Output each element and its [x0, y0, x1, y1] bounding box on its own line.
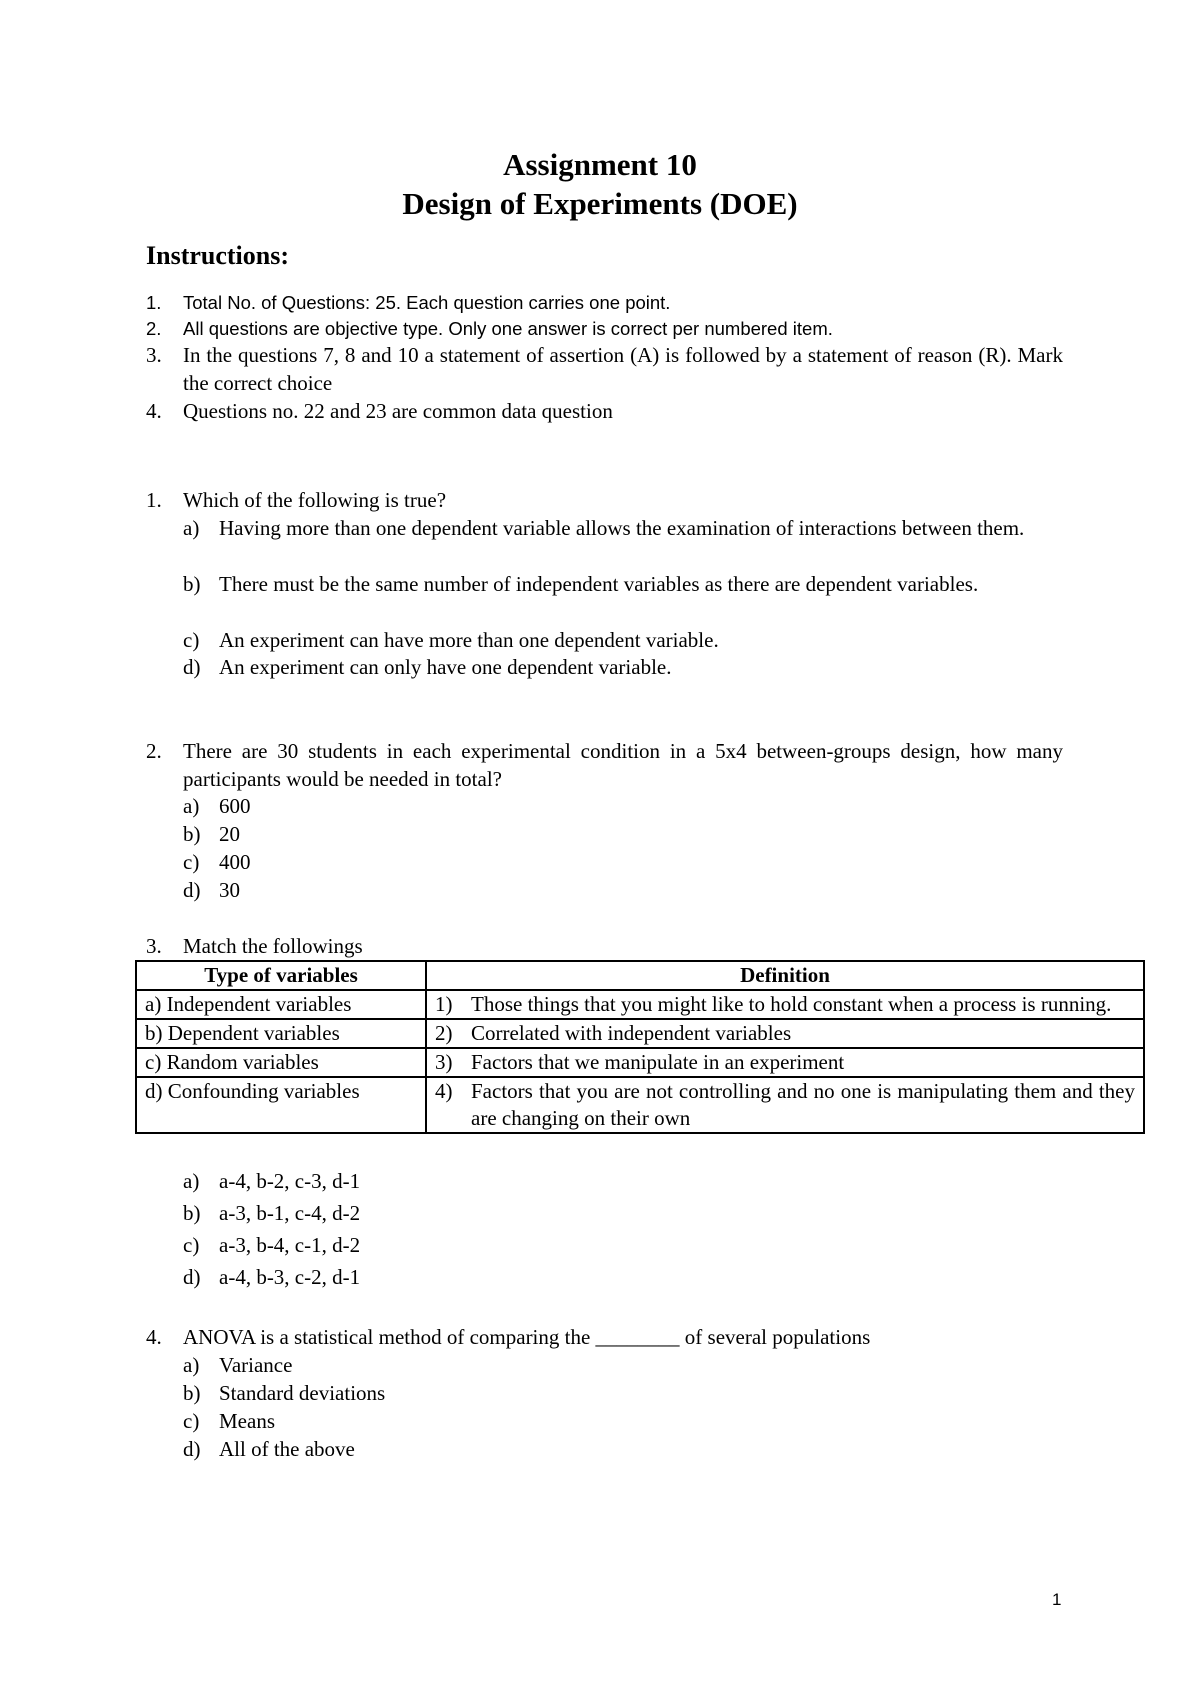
option-label: a)	[183, 1169, 200, 1193]
table-row	[136, 1077, 1144, 1133]
option-text: Means	[219, 1409, 275, 1433]
table-cell-type: d) Confounding variables	[136, 1077, 426, 1133]
instruction-text: In the questions 7, 8 and 10 a statement of assertion (A) is followed by a statement of reason (R). Mark the correct choice	[183, 343, 1063, 395]
option-label: d)	[183, 655, 201, 679]
option-text: a-4, b-2, c-3, d-1	[219, 1169, 361, 1193]
instruction-text: Total No. of Questions: 25. Each question carries one point.	[183, 292, 671, 313]
document-title: Assignment 10	[503, 147, 697, 182]
definition-number: 4)	[435, 1079, 453, 1103]
option-label: c)	[183, 628, 200, 652]
option-text: 400	[219, 850, 251, 874]
page-number: 1	[1052, 1590, 1062, 1609]
question-number: 2.	[146, 739, 162, 763]
option-text: Having more than one dependent variable allows the examination of interactions between them.	[219, 516, 1025, 540]
option-label: a)	[183, 1353, 200, 1377]
instruction-number: 2.	[146, 318, 162, 339]
option-text: 600	[219, 794, 251, 818]
option-label: c)	[183, 1233, 200, 1257]
table-row	[136, 1048, 1144, 1077]
definition-text: Factors that we manipulate in an experiment	[471, 1050, 845, 1074]
table-cell-definition	[426, 1019, 1144, 1048]
definition-text: Those things that you might like to hold constant when a process is running.	[471, 992, 1112, 1016]
option-text: There must be the same number of independent variables as there are dependent variables.	[219, 572, 979, 596]
instruction-text: Questions no. 22 and 23 are common data question	[183, 399, 613, 423]
question-text: There are 30 students in each experimental condition in a 5x4 between-groups design, how many participants would be needed in total?	[183, 739, 1063, 791]
option-label: a)	[183, 794, 200, 818]
option-text: An experiment can only have one dependent variable.	[219, 655, 672, 679]
instruction-number: 1.	[146, 292, 162, 313]
option-text: All of the above	[219, 1437, 355, 1461]
option-text: a-3, b-1, c-4, d-2	[219, 1201, 361, 1225]
question-text: ANOVA is a statistical method of comparing the ________ of several populations	[183, 1325, 871, 1349]
option-label: d)	[183, 1265, 201, 1289]
table-cell-definition	[426, 1048, 1144, 1077]
definition-number: 3)	[435, 1050, 453, 1074]
option-label: b)	[183, 572, 201, 596]
option-text: Standard deviations	[219, 1381, 386, 1405]
table-header-definition: Definition	[426, 961, 1144, 990]
instructions-heading: Instructions:	[146, 241, 290, 270]
question-text: Which of the following is true?	[183, 488, 447, 512]
table-cell-definition	[426, 1077, 1144, 1133]
option-text: An experiment can have more than one dependent variable.	[219, 628, 719, 652]
definition-text: Factors that you are not controlling and no one is manipulating them and they are changing on their own	[471, 1079, 1135, 1130]
instruction-text: All questions are objective type. Only one answer is correct per numbered item.	[183, 318, 833, 339]
question-number: 1.	[146, 488, 162, 512]
table-cell-type: c) Random variables	[136, 1048, 426, 1077]
option-label: c)	[183, 850, 200, 874]
option-label: c)	[183, 1409, 200, 1433]
table-row	[136, 990, 1144, 1019]
definition-number: 1)	[435, 992, 453, 1016]
table-cell-definition	[426, 990, 1144, 1019]
matching-table	[135, 960, 1145, 1134]
option-label: d)	[183, 1437, 201, 1461]
definition-number: 2)	[435, 1021, 453, 1045]
definition-text: Correlated with independent variables	[471, 1021, 792, 1045]
document-subtitle: Design of Experiments (DOE)	[402, 186, 798, 221]
option-label: b)	[183, 1201, 201, 1225]
table-cell-type: a) Independent variables	[136, 990, 426, 1019]
option-text: 20	[219, 822, 240, 846]
question-number: 4.	[146, 1325, 162, 1349]
table-row	[136, 1019, 1144, 1048]
question-text: Match the followings	[183, 934, 363, 958]
option-text: a-3, b-4, c-1, d-2	[219, 1233, 361, 1257]
table-header-row	[136, 961, 1144, 990]
instruction-number: 4.	[146, 399, 162, 423]
option-text: a-4, b-3, c-2, d-1	[219, 1265, 361, 1289]
option-text: 30	[219, 878, 240, 902]
table-cell-type: b) Dependent variables	[136, 1019, 426, 1048]
option-label: a)	[183, 516, 200, 540]
question-number: 3.	[146, 934, 162, 958]
option-label: b)	[183, 1381, 201, 1405]
option-label: d)	[183, 878, 201, 902]
option-label: b)	[183, 822, 201, 846]
table-header-type: Type of variables	[136, 961, 426, 990]
option-text: Variance	[219, 1353, 293, 1377]
instruction-number: 3.	[146, 343, 162, 367]
